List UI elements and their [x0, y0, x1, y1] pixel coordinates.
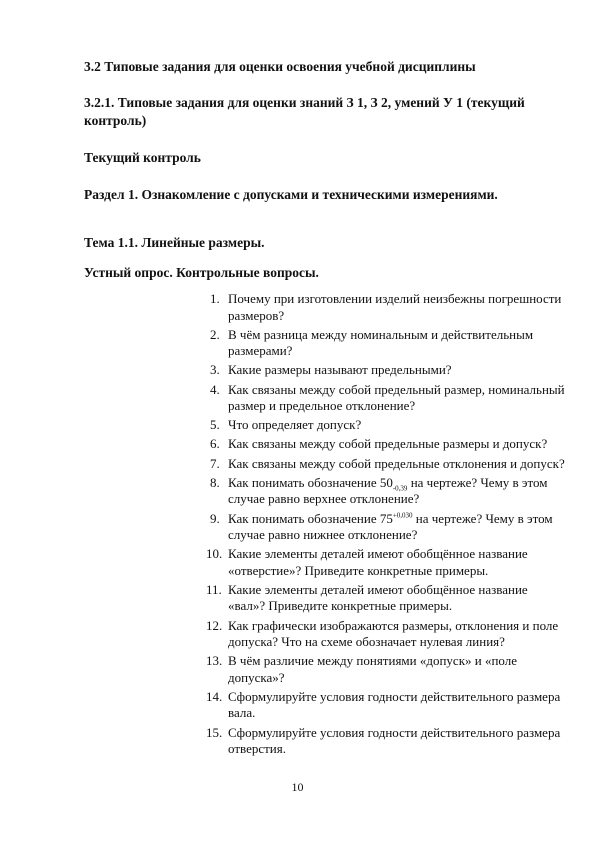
question-text-end: на чертеже? Чему в этом случае равно нижнее отклонение? — [228, 510, 553, 542]
list-item — [210, 327, 565, 360]
question-text: Как связаны между собой предельный размер, номинальный размер и предельное отклонение? — [228, 381, 565, 414]
question-number: 10. — [206, 546, 223, 562]
list-item — [210, 362, 565, 379]
question-text: Какие элементы деталей имеют обобщённое название «отверстие»? Приведите конкретные примеры. — [228, 546, 528, 578]
question-number: 9. — [210, 510, 220, 526]
question-number: 6. — [210, 436, 220, 452]
question-text-start: Как понимать обозначение 50 — [228, 474, 393, 490]
question-number: 4. — [210, 381, 220, 397]
question-text: В чём разница между номинальным и действительным размерами? — [228, 326, 534, 359]
question-text: Почему при изготовлении изделий неизбежны погрешности размеров? — [228, 291, 562, 323]
list-item — [210, 436, 565, 453]
question-text: Что определяет допуск? — [228, 417, 362, 433]
question-text: Какие размеры называют предельными? — [228, 362, 452, 378]
list-item — [206, 724, 565, 758]
subsection-heading: 3.2.1. Типовые задания для оценки знаний З 1, З 2, умений У 1 (текущий контроль) — [84, 95, 525, 128]
question-number: 8. — [210, 474, 220, 490]
list-item — [210, 456, 565, 473]
list-item — [206, 546, 565, 579]
question-number: 7. — [210, 455, 220, 471]
tolerance-subscript: -0,39 — [392, 484, 408, 493]
question-number: 3. — [210, 362, 220, 378]
question-number: 14. — [206, 688, 223, 704]
question-text: Сформулируйте условия годности действительного размера отверстия. — [228, 724, 561, 757]
list-item — [206, 617, 565, 651]
part-heading: Раздел 1. Ознакомление с допусками и техническими измерениями. — [84, 187, 498, 202]
question-text: Сформулируйте условия годности действительного размера вала. — [228, 688, 561, 721]
question-number: 13. — [206, 653, 223, 669]
question-number: 2. — [210, 326, 220, 342]
questions-list — [206, 291, 565, 760]
question-text: Как связаны между собой предельные отклонения и допуск? — [228, 455, 565, 471]
topic-heading: Тема 1.1. Линейные размеры. — [84, 235, 265, 250]
question-text-start: Как понимать обозначение 75 — [228, 510, 393, 526]
list-item — [210, 382, 565, 415]
section-heading: 3.2 Типовые задания для оценки освоения учебной дисциплины — [84, 59, 476, 74]
list-item — [210, 417, 565, 434]
question-text: Как графически изображаются размеры, отклонения и поле допуска? Что на схеме обозначает нулевая линия? — [228, 617, 559, 650]
tolerance-superscript: +0,030 — [392, 511, 413, 520]
list-item — [210, 511, 565, 544]
question-text-end: на чертеже? Чему в этом случае равно верхнее отклонение? — [228, 474, 548, 507]
list-item — [210, 475, 565, 508]
page-number: 10 — [291, 780, 304, 794]
question-text: В чём различие между понятиями «допуск» и «поле допуска»? — [228, 653, 518, 685]
list-item — [210, 291, 565, 324]
question-number: 12. — [206, 617, 223, 633]
list-item — [206, 581, 565, 615]
question-text: Какие элементы деталей имеют обобщённое название «вал»? Приведите конкретные примеры. — [228, 581, 528, 614]
oral-quiz-heading: Устный опрос. Контрольные вопросы. — [84, 265, 319, 280]
list-item — [206, 653, 565, 686]
question-number: 1. — [210, 291, 220, 306]
question-number: 11. — [206, 581, 222, 597]
question-text: Как связаны между собой предельные размеры и допуск? — [228, 436, 548, 452]
question-number: 15. — [206, 724, 223, 740]
control-heading: Текущий контроль — [84, 150, 201, 165]
list-item — [206, 688, 565, 722]
question-number: 5. — [210, 417, 220, 433]
